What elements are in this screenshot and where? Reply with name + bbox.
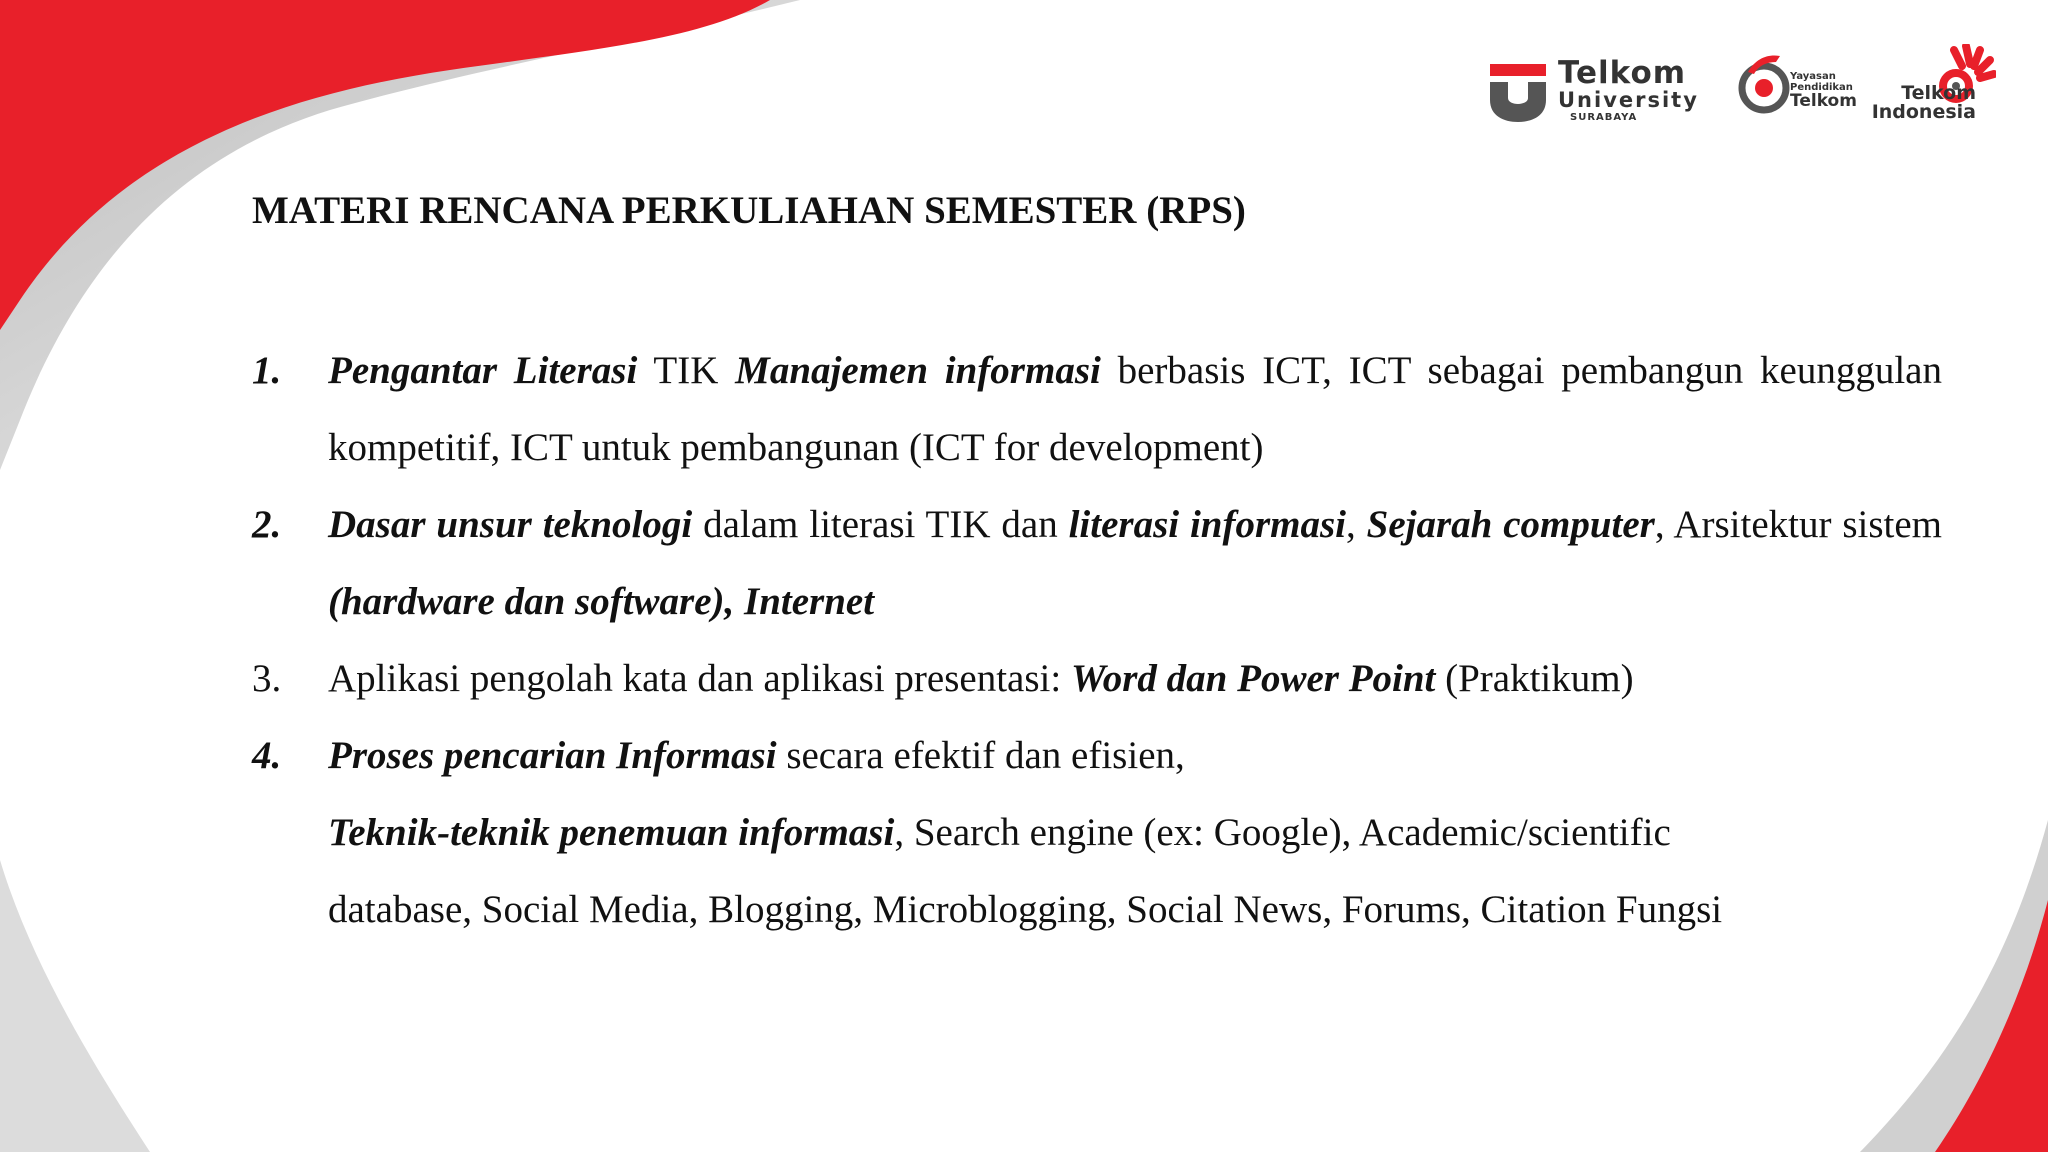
list-item-3 <box>252 640 1942 717</box>
list-item-4 <box>252 717 1942 948</box>
telkom-university-line1: Telkom <box>1558 55 1687 91</box>
list-item-number: 1. <box>252 349 282 392</box>
telkom-university-line2: University <box>1558 88 1699 112</box>
page-title: MATERI RENCANA PERKULIAHAN SEMESTER (RPS) <box>252 189 1246 232</box>
list-item-number: 2. <box>252 503 282 546</box>
list-item-text <box>328 332 1942 486</box>
telkom-university-line3: SURABAYA <box>1570 112 1638 123</box>
list-item-text <box>328 640 1942 717</box>
plain-text: database, Social Media, Blogging, Microblogging, Social News, Forums, Citation Fungsi <box>328 888 1723 931</box>
ypt-line1: Yayasan <box>1790 71 1836 82</box>
list-item-text <box>328 717 1942 948</box>
telkom-university-logo-icon <box>1490 64 1546 122</box>
ypt-logo-icon <box>1738 52 1792 114</box>
ypt-wordmark <box>1790 72 1857 111</box>
ypt-logo <box>1738 52 1868 132</box>
materi-list <box>252 332 1942 948</box>
plain-text: Aplikasi pengolah kata dan aplikasi presentasi: <box>328 657 1071 700</box>
telkom-indonesia-line1: Telkom <box>1901 82 1976 104</box>
plain-text: TIK <box>637 349 736 392</box>
list-item-text <box>328 486 1942 640</box>
telkom-indonesia-logo <box>1866 44 2006 134</box>
emphasis-text: Proses pencarian Informasi <box>328 734 777 777</box>
plain-text: , <box>1346 503 1367 546</box>
emphasis-text: Pengantar Literasi <box>328 349 638 392</box>
list-item-line <box>328 717 1942 794</box>
bottom-left-shadow <box>0 860 150 1152</box>
ypt-line3: Telkom <box>1790 91 1857 111</box>
telkom-university-wordmark <box>1558 55 1699 123</box>
plain-text: berbasis ICT, ICT sebagai pembangun keunggulan kompetitif, ICT untuk pembangunan (ICT for development) <box>328 349 1942 469</box>
plain-text: (Praktikum) <box>1435 657 1634 700</box>
plain-text: , Search engine (ex: Google), Academic/scientific <box>894 811 1671 854</box>
emphasis-text: Manajemen informasi <box>735 349 1101 392</box>
telkom-indonesia-wordmark <box>1866 84 1976 122</box>
plain-text: secara efektif dan efisien, <box>776 734 1185 777</box>
list-item-2 <box>252 486 1942 640</box>
emphasis-text: Dasar unsur teknologi <box>328 503 693 546</box>
plain-text: dalam literasi TIK dan <box>692 503 1069 546</box>
list-item-number: 4. <box>252 734 282 777</box>
header-logos <box>1490 44 2010 134</box>
telkom-indonesia-line2: Indonesia <box>1871 101 1976 123</box>
emphasis-text: (hardware dan software), Internet <box>328 580 875 623</box>
list-item-1 <box>252 332 1942 486</box>
list-item-line <box>328 794 1942 871</box>
emphasis-text: Sejarah computer <box>1366 503 1655 546</box>
ypt-line2: Pendidikan <box>1790 81 1853 93</box>
emphasis-text: Word dan Power Point <box>1070 657 1436 700</box>
plain-text: , Arsitektur sistem <box>1654 503 1943 546</box>
emphasis-text: Teknik-teknik penemuan informasi <box>328 811 895 854</box>
top-left-red <box>0 0 770 330</box>
telkom-university-logo <box>1490 55 1720 128</box>
emphasis-text: literasi informasi <box>1068 503 1346 546</box>
list-item-number: 3. <box>252 657 282 700</box>
list-item-line <box>328 871 1942 948</box>
